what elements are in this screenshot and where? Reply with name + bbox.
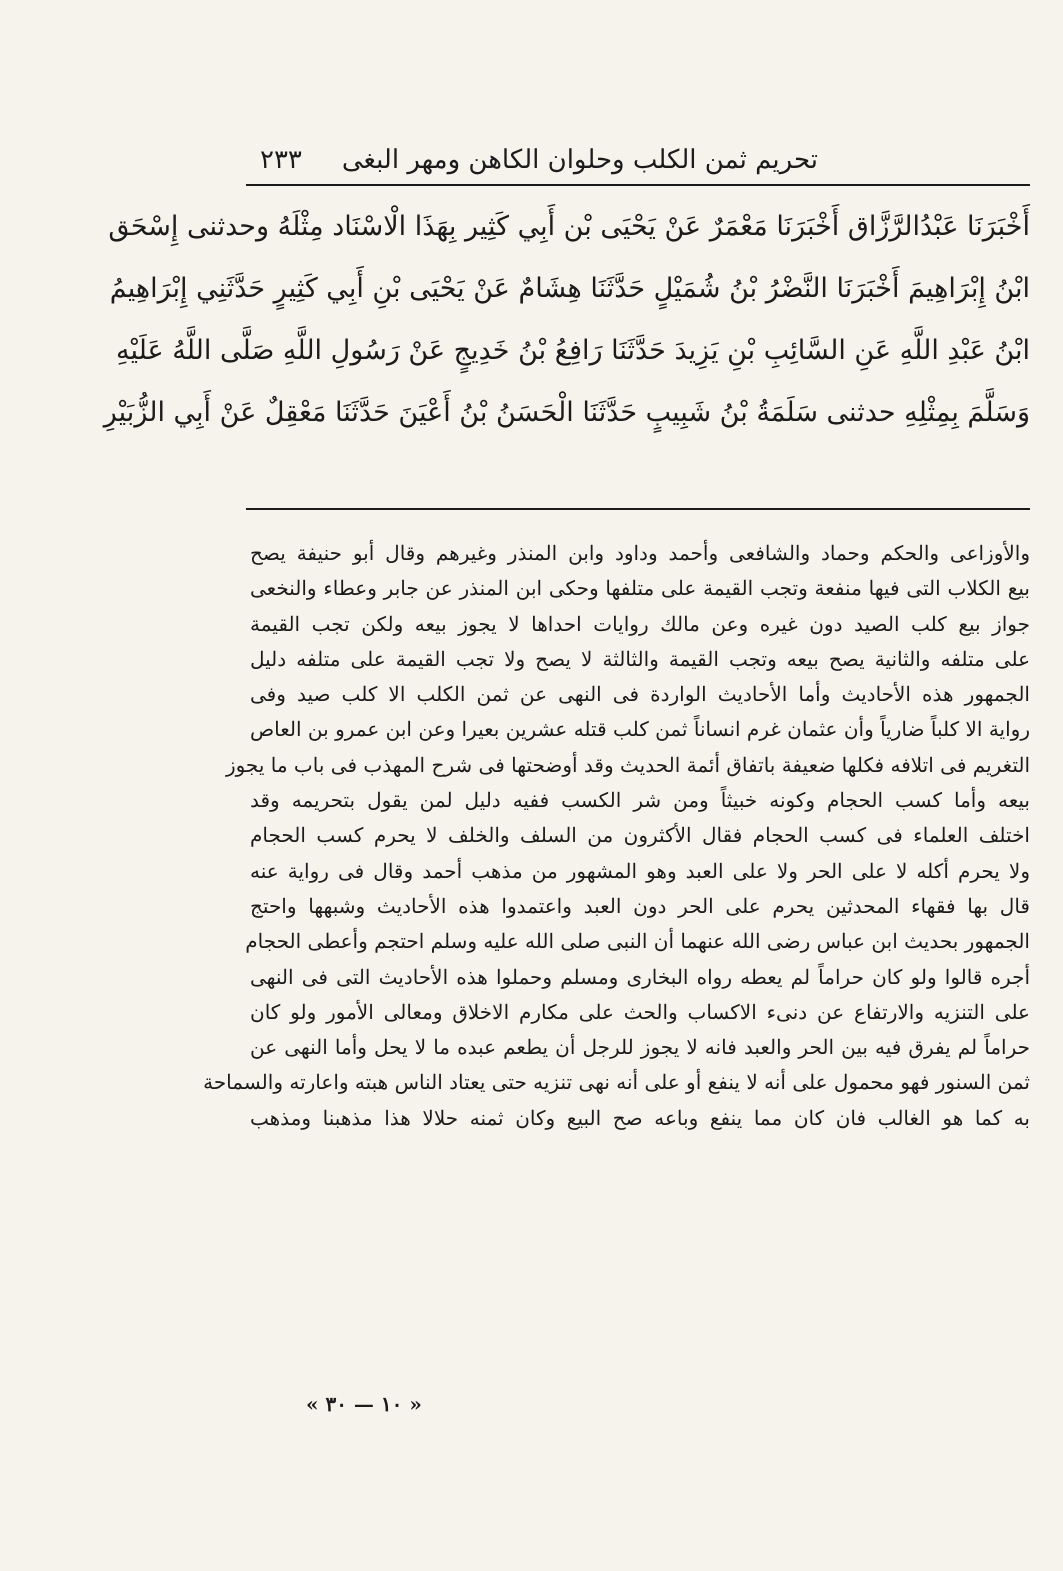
commentary-line: بيع الكلاب التى فيها منفعة وتجب القيمة على متلفها وحكى ابن المنذر عن جابر وعطاء والنخعى (250, 576, 1030, 601)
hadith-line: وَسَلَّمَ بِمِثْلِهِ حدثنى سَلَمَةُ بْنُ شَبِيبٍ حَدَّثَنَا الْحَسَنُ بْنُ أَعْيَنَ حَدَّثَنَا مَعْقِلٌ عَنْ أَبِي الزُّبَيْرِ (103, 397, 1030, 428)
printer-signature-mark: « ١٠ — ٣٠ » (306, 1392, 422, 1416)
commentary-line: ولا يحرم أكله لا على الحر ولا على العبد وهو المشهور من مذهب أحمد وقال فى رواية عنه (250, 858, 1030, 883)
page-number: ٢٣٣ (260, 145, 302, 175)
hadith-line: ابْنُ عَبْدِ اللَّهِ عَنِ السَّائِبِ بْنِ يَزِيدَ حَدَّثَنَا رَافِعُ بْنُ خَدِيجٍ عَنْ رَسُولِ اللَّهِ صَلَّى اللَّهُ عَلَيْهِ (115, 335, 1030, 366)
hadith-text-block (103, 196, 1030, 444)
commentary-line: قال بها فقهاء المحدثين يحرم على الحر دون العبد واعتمدوا هذه الأحاديث وشبهها واحتج (250, 893, 1030, 918)
commentary-line: رواية الا كلباً ضارياً وأن عثمان غرم انساناً ثمن كلب قتله عشرين بعيرا وعن ابن عمرو بن العاص (250, 717, 1030, 742)
commentary-line: الجمهور هذه الأحاديث وأما الأحاديث الواردة فى النهى عن ثمن الكلب الا كلب صيد وفى (250, 682, 1030, 707)
hadith-line: أَخْبَرَنَا عَبْدُالرَّزَّاق أَخْبَرَنَا مَعْمَرٌ عَنْ يَحْيَى بْن أَبِي كَثِير بِهَذَا الْاسْنَاد مِثْلَهُ وحدثنى إِسْحَق (108, 211, 1030, 242)
commentary-line: على متلفه والثانية يصح بيعه وتجب القيمة والثالثة لا يصح ولا تجب القيمة على متلفه دليل (250, 646, 1030, 671)
commentary-text-block (203, 536, 1030, 1136)
header-rule (246, 184, 1030, 186)
commentary-line: الجمهور بحديث ابن عباس رضى الله عنهما أن النبى صلى الله عليه وسلم احتجم وأعطى الحجام (245, 929, 1030, 954)
commentary-line: على التنزيه والارتفاع عن دنىء الاكساب والحث على مكارم الاخلاق ومعالى الأمور ولو كان (250, 999, 1030, 1024)
section-divider-rule (246, 508, 1030, 510)
hadith-line: ابْنُ إِبْرَاهِيمَ أَخْبَرَنَا النَّضْرُ بْنُ شُمَيْلٍ حَدَّثَنَا هِشَامٌ عَنْ يَحْيَى بْنِ أَبِي كَثِيرٍ حَدَّثَنِي إِبْرَاهِيمُ (109, 273, 1030, 304)
commentary-line: حراماً لم يفرق فيه بين الحر والعبد فانه لا يجوز للرجل أن يطعم عبده ما لا يحل وأما النهى عن (250, 1035, 1030, 1060)
commentary-line: جواز بيع كلب الصيد دون غيره وعن مالك روايات احداها لا يجوز بيعه ولكن تجب القيمة (250, 611, 1030, 636)
commentary-line: به كما هو الغالب فان كان مما ينفع وباعه صح البيع وكان ثمنه حلالا هذا مذهبنا ومذهب (250, 1105, 1030, 1130)
commentary-line: والأوزاعى والحكم وحماد والشافعى وأحمد وداود وابن المنذر وغيرهم وقال أبو حنيفة يصح (250, 541, 1030, 565)
commentary-line: اختلف العلماء فى كسب الحجام فقال الأكثرون من السلف والخلف لا يحرم كسب الحجام (250, 823, 1030, 848)
commentary-line: أجره قالوا ولو كان حراماً لم يعطه رواه البخارى ومسلم وحملوا هذه الأحاديث التى فى النهى (250, 964, 1030, 989)
page-header (240, 140, 818, 184)
running-title: تحريم ثمن الكلب وحلوان الكاهن ومهر البغى (341, 145, 818, 175)
commentary-line: ثمن السنور فهو محمول على أنه لا ينفع أو على أنه نهى تنزيه حتى يعتاد الناس هبته واعارته والسماحة (203, 1070, 1030, 1095)
commentary-line: بيعه وأما كسب الحجام وكونه خبيثاً ومن شر الكسب ففيه دليل لمن يقول بتحريمه وقد (250, 788, 1030, 813)
commentary-line: التغريم فى اتلافه فكلها ضعيفة باتفاق أئمة الحديث وقد أوضحتها فى شرح المهذب فى باب ما يجوز (225, 752, 1030, 777)
